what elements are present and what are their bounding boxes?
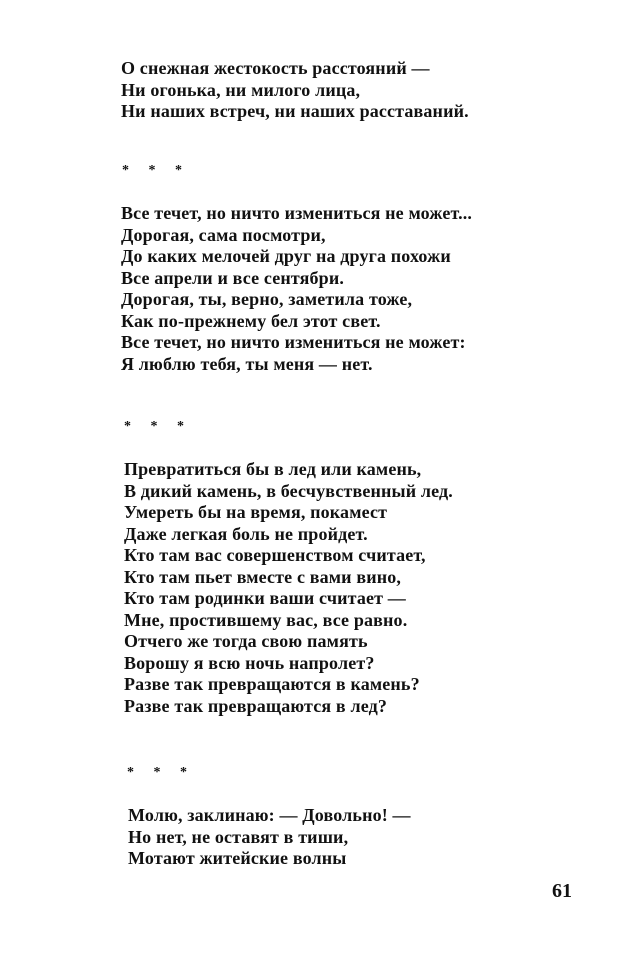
stanza-3 bbox=[124, 459, 453, 717]
section-separator: * * * bbox=[124, 419, 192, 434]
verse-line: Дорогая, сама посмотри, bbox=[121, 224, 326, 245]
verse-line: Я люблю тебя, ты меня — нет. bbox=[121, 353, 373, 374]
verse-line: Все апрели и все сентябри. bbox=[121, 267, 345, 288]
verse-line: Все течет, но ничто измениться не может... bbox=[121, 203, 473, 223]
verse-line: О снежная жестокость расстояний — bbox=[121, 58, 430, 78]
verse-line: Отчего же тогда свою память bbox=[124, 631, 368, 651]
section-separator: * * * bbox=[122, 163, 190, 178]
verse-line: Умереть бы на время, покамест bbox=[124, 502, 388, 522]
verse-line: Молю, заклинаю: — Довольно! — bbox=[128, 805, 411, 825]
verse-line: Кто там пьет вместе с вами вино, bbox=[124, 566, 402, 587]
verse-line: Даже легкая боль не пройдет. bbox=[124, 523, 368, 544]
verse-line: Ни огонька, ни милого лица, bbox=[121, 79, 361, 100]
verse-line: Как по-прежнему бел этот свет. bbox=[121, 310, 381, 331]
verse-line: Превратиться бы в лед или камень, bbox=[124, 459, 422, 479]
verse-line: Кто там вас совершенством считает, bbox=[124, 545, 426, 565]
verse-line: Ворошу я всю ночь напролет? bbox=[124, 652, 375, 673]
verse-line: Но нет, не оставят в тиши, bbox=[128, 826, 349, 847]
verse-line: Кто там родинки ваши считает — bbox=[124, 588, 406, 608]
verse-line: Разве так превращаются в камень? bbox=[124, 674, 420, 694]
verse-line: До каких мелочей друг на друга похожи bbox=[121, 246, 451, 266]
stanza-2 bbox=[121, 203, 472, 375]
verse-line: Все течет, но ничто измениться не может: bbox=[121, 332, 466, 352]
page-number: 61 bbox=[552, 880, 572, 902]
stanza-4 bbox=[128, 805, 411, 870]
verse-line: Мне, простившему вас, все равно. bbox=[124, 609, 408, 630]
verse-line: В дикий камень, в бесчувственный лед. bbox=[124, 480, 453, 501]
verse-line: Дорогая, ты, верно, заметила тоже, bbox=[121, 289, 413, 309]
section-separator: * * * bbox=[127, 765, 195, 780]
verse-line: Разве так превращаются в лед? bbox=[124, 695, 388, 716]
stanza-1 bbox=[121, 58, 469, 123]
verse-line: Мотают житейские волны bbox=[128, 848, 347, 868]
verse-line: Ни наших встреч, ни наших расставаний. bbox=[121, 101, 469, 121]
